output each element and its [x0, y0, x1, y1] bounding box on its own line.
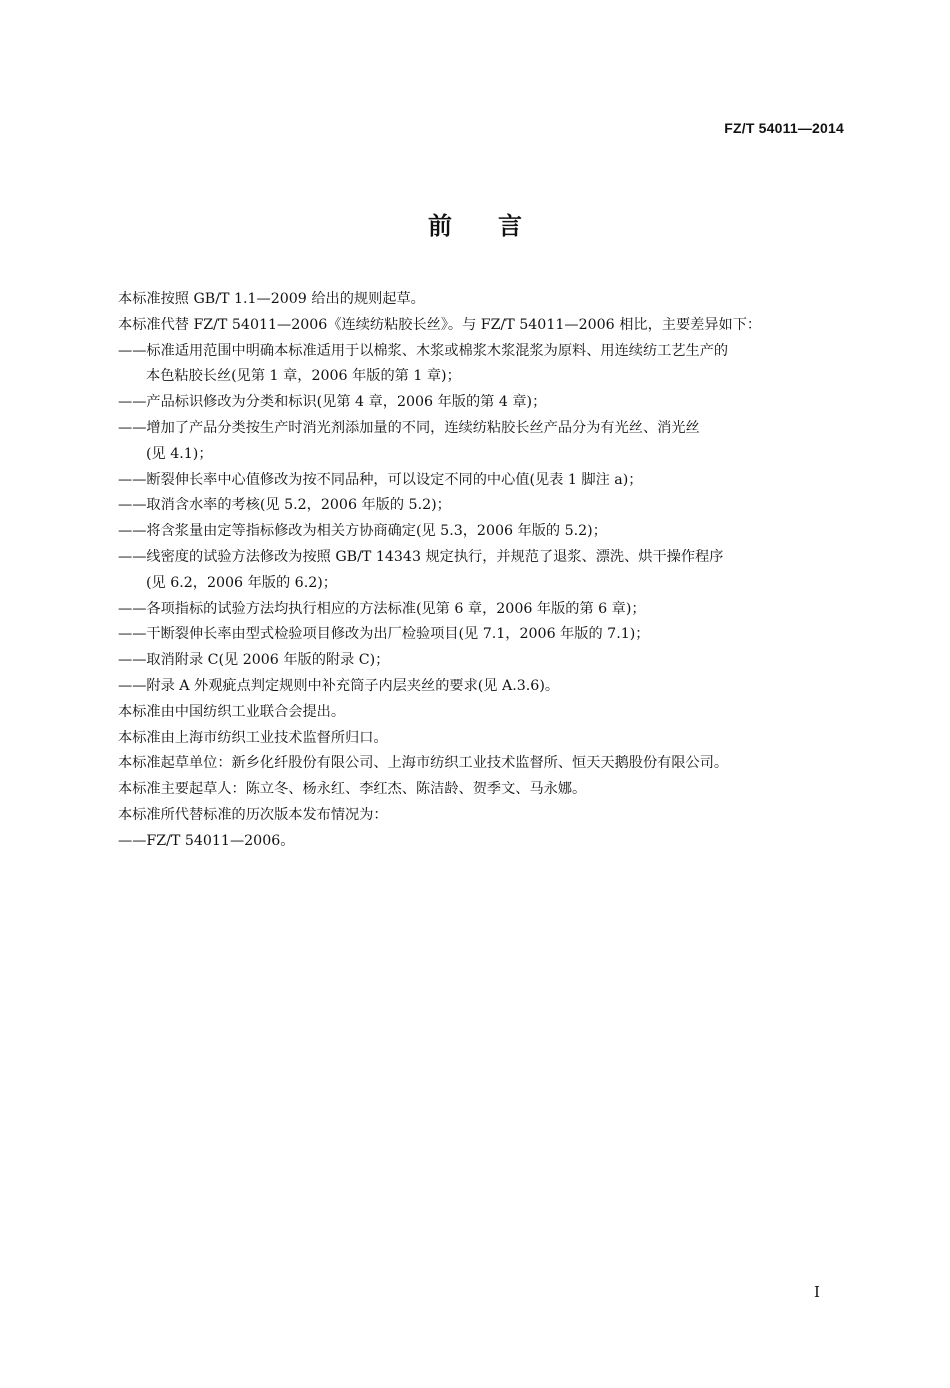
- change-item: [118, 339, 848, 391]
- change-item-continuation: (见 6.2，2006 年版的 6.2)；: [146, 574, 337, 591]
- change-item: [118, 597, 848, 623]
- change-item: [118, 519, 848, 545]
- page-number: I: [814, 1283, 820, 1301]
- proposer-paragraph: 本标准由中国纺织工业联合会提出。: [118, 703, 346, 720]
- standard-code-header: FZ/T 54011—2014: [724, 120, 844, 136]
- change-item: [118, 622, 848, 648]
- administration-paragraph: 本标准由上海市纺织工业技术监督所归口。: [118, 729, 388, 746]
- change-item-line: ——标准适用范围中明确本标准适用于以棉浆、木浆或棉浆木浆混浆为原料、用连续纺工艺生产的: [118, 342, 729, 359]
- change-item-line: ——将含浆量由定等指标修改为相关方协商确定(见 5.3，2006 年版的 5.2)；: [118, 523, 607, 540]
- page-title-char-1: 前: [428, 212, 452, 240]
- change-item: [118, 493, 848, 519]
- history-paragraph: 本标准所代替标准的历次版本发布情况为：: [118, 806, 388, 823]
- change-item: [118, 416, 848, 468]
- change-item-line: ——取消附录 C(见 2006 年版的附录 C)；: [118, 652, 390, 669]
- change-item: [118, 468, 848, 494]
- change-item-line: ——取消含水率的考核(见 5.2，2006 年版的 5.2)；: [118, 497, 451, 514]
- drafters-paragraph: 本标准主要起草人：陈立冬、杨永红、李红杰、陈洁龄、贺季文、马永娜。: [118, 781, 587, 798]
- foreword-body: [118, 287, 848, 855]
- page-title: [0, 206, 950, 241]
- drafting-units-paragraph: 本标准起草单位：新乡化纤股份有限公司、上海市纺织工业技术监督所、恒天天鹅股份有限公司。: [118, 755, 729, 772]
- change-item-line: ——断裂伸长率中心值修改为按不同品种，可以设定不同的中心值(见表 1 脚注 a)；: [118, 471, 643, 488]
- change-item-line: ——产品标识修改为分类和标识(见第 4 章，2006 年版的第 4 章)；: [118, 394, 547, 411]
- change-item-continuation: (见 4.1)；: [146, 445, 213, 462]
- change-item: [118, 648, 848, 674]
- change-list: [118, 339, 848, 700]
- history-item: ——FZ/T 54011—2006。: [118, 832, 295, 849]
- replacement-paragraph: 本标准代替 FZ/T 54011—2006《连续纺粘胶长丝》。与 FZ/T 54011—2006 相比，主要差异如下：: [118, 316, 762, 333]
- change-item-line: ——附录 A 外观疵点判定规则中补充筒子内层夹丝的要求(见 A.3.6)。: [118, 677, 560, 694]
- change-item: [118, 390, 848, 416]
- change-item-continuation: 本色粘胶长丝(见第 1 章，2006 年版的第 1 章)；: [146, 368, 461, 385]
- change-item-line: ——干断裂伸长率由型式检验项目修改为出厂检验项目(见 7.1，2006 年版的 7.1)；: [118, 626, 650, 643]
- change-item: [118, 545, 848, 597]
- page-title-char-2: 言: [498, 212, 522, 240]
- drafting-rule-paragraph: 本标准按照 GB/T 1.1—2009 给出的规则起草。: [118, 291, 425, 307]
- change-item-line: ——增加了产品分类按生产时消光剂添加量的不同，连续纺粘胶长丝产品分为有光丝、消光丝: [118, 419, 700, 436]
- change-item-line: ——线密度的试验方法修改为按照 GB/T 14343 规定执行，并规范了退浆、漂洗、烘干操作程序: [118, 548, 724, 565]
- change-item-line: ——各项指标的试验方法均执行相应的方法标准(见第 6 章，2006 年版的第 6 章)；: [118, 600, 646, 617]
- change-item: [118, 674, 848, 700]
